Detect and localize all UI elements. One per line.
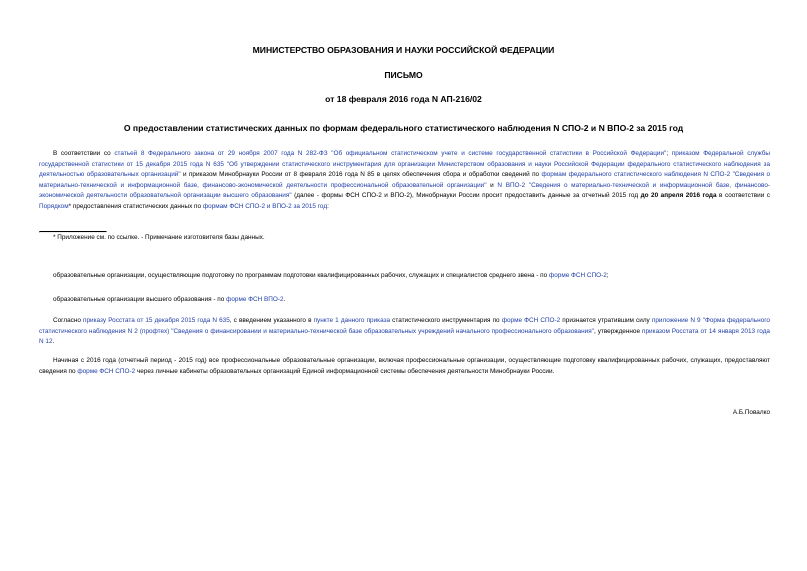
- signature: А.Б.Повалко: [732, 409, 770, 416]
- deadline-text: до 20 апреля 2016 года: [640, 192, 717, 200]
- text: в соответствии с: [716, 192, 770, 200]
- text: ;: [666, 150, 672, 157]
- form-spo2-link[interactable]: форме ФСН СПО-2: [548, 272, 607, 279]
- text: , утвержденное: [593, 327, 643, 335]
- rosstat-order-link[interactable]: приказу Росстата от 15 декабря 2015 года N 635: [83, 317, 230, 324]
- text: через личные кабинеты образовательных организаций Единой информационной системы обеспечения деятельности Минобрнауки России.: [135, 367, 555, 375]
- text: и приказом Минобрнауки России от 8 февраля 2016 года N 85 в целях обеспечения сбора и обработки сведений по: [180, 171, 542, 179]
- text: ;: [606, 272, 609, 279]
- procedure-link[interactable]: Порядком: [39, 202, 69, 210]
- form-vpo2-link[interactable]: форме ФСН ВПО-2: [226, 296, 284, 303]
- document-type-heading: ПИСЬМО: [384, 70, 423, 80]
- text: признается утратившим силу: [560, 317, 652, 324]
- form-spo2-link[interactable]: формам федерального статистического наблюдения N СПО-2 "Сведения о материально-технической и информационной базе, финансово-экономической деятельности профессиональной образовательной организации": [39, 171, 771, 189]
- list-item-spo: [53, 271, 770, 282]
- document-subject-title: О предоставлении статистических данных по формам федерального статистического наблюдения N СПО-2 и N ВПО-2 за 2015 год: [123, 123, 684, 133]
- text: * предоставления статистических данных по: [68, 202, 203, 210]
- text: Согласно: [53, 317, 84, 324]
- rosstat-2013-order-link[interactable]: приказом Росстата от 14 января 2013 года N 12: [39, 327, 770, 346]
- text: .: [52, 338, 55, 346]
- submission-paragraph: [39, 356, 770, 377]
- form-vpo2-link[interactable]: N ВПО-2 "Сведения о материально-технической и информационной базе, финансово-экономической деятельности образовательной организации высшего образования": [39, 181, 771, 200]
- text: , с введением указанного в: [229, 317, 314, 324]
- text: статистического инструментария по: [390, 317, 502, 324]
- forms-2015-link[interactable]: формам ФСН СПО-2 и ВПО-2 за 2015 год: [202, 202, 328, 210]
- law-article-link[interactable]: статьей 8 Федерального закона от 29 ноября 2007 года N 282-ФЗ "Об официальном статистическом учете и системе государственной статистики в Российской Федерации": [114, 150, 667, 157]
- document-date-number: от 18 февраля 2016 года N АП-216/02: [325, 94, 482, 104]
- footnote: * Приложение см. по ссылке. - Примечание изготовителя базы данных.: [53, 234, 265, 241]
- form-spo2-link[interactable]: форме ФСН СПО-2: [501, 317, 561, 324]
- text: образовательные организации высшего образования - по: [53, 296, 227, 303]
- text: .: [283, 296, 286, 303]
- list-item-vpo: [53, 295, 770, 306]
- repeal-paragraph: [39, 316, 770, 348]
- text: Начиная с 2016 года (отчетный период - 2015 год) все профессиональные образовательные организации, включая профессиональные организации, осуществляющие подготовку квалифицированных рабочих, служащих, предоставляют сведения по: [39, 357, 770, 375]
- appendix-9-link[interactable]: приложение N 9 "Форма федерального статистического наблюдения N 2 (профтех) "Сведения о финансировании и материально-технической базе образовательных учреждений начального профессионального образования": [39, 317, 770, 335]
- text: и: [486, 181, 498, 189]
- order-clause-link[interactable]: пункте 1 данного приказа: [313, 317, 391, 324]
- rosstat-order-link[interactable]: приказом Федеральной службы государственной статистики от 15 декабря 2015 года N 635 "Об утверждении статистического инструментария для организации Министерством образования и науки Российской Федерации федерального статистического наблюдения за деятельностью образовательных организаций": [39, 150, 770, 179]
- text: (далее - формы ФСН СПО-2 и ВПО-2), Минобрнауки России просит предоставить данные за отчетный 2015 год: [291, 192, 641, 200]
- text: :: [327, 202, 329, 210]
- form-spo2-link[interactable]: форме ФСН СПО-2: [77, 367, 136, 375]
- text: В соответствии со: [53, 150, 115, 157]
- ministry-heading: МИНИСТЕРСТВО ОБРАЗОВАНИЯ И НАУКИ РОССИЙСКОЙ ФЕДЕРАЦИИ: [252, 45, 555, 55]
- main-paragraph: [39, 149, 770, 213]
- text: образовательные организации, осуществляющие подготовку по программам подготовки квалифицированных рабочих, служащих и специалистов среднего звена - по: [53, 272, 549, 279]
